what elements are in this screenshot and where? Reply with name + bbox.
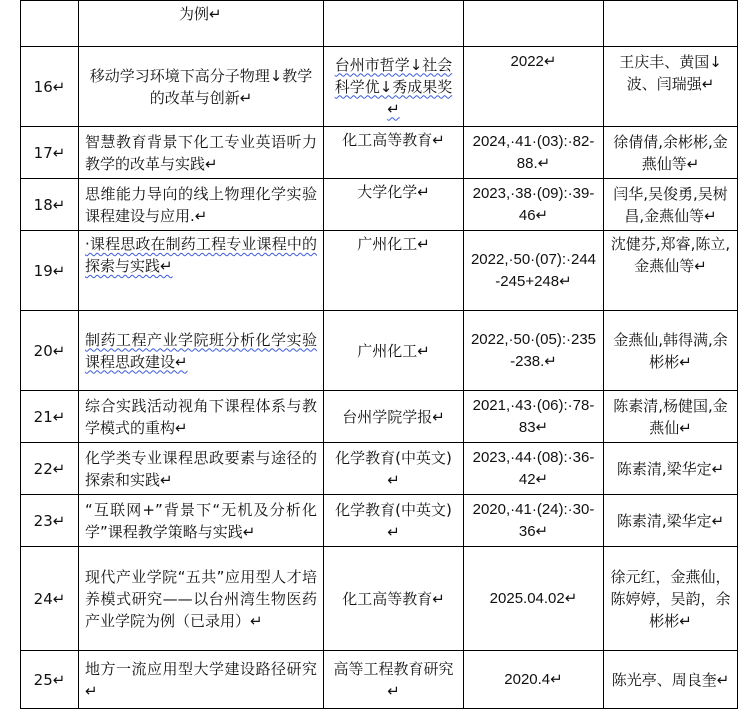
authors: 陈素清,杨健国,金燕仙↵ <box>604 391 738 443</box>
table-row <box>21 311 738 391</box>
journal-name <box>324 1 464 47</box>
paper-title-text: ·课程思政在制药工程专业课程中的探索与实践↵ <box>85 235 317 275</box>
row-number: 25↵ <box>21 651 79 709</box>
row-number: 16↵ <box>21 47 79 127</box>
authors: 陈素清,梁华定↵ <box>604 443 738 495</box>
issue-info: 2024,·41·(03):·82-88.↵ <box>464 127 604 179</box>
paper-title <box>79 311 324 391</box>
issue-info: 2022,·50·(07):·244-245+248↵ <box>464 231 604 311</box>
issue-info <box>464 1 604 47</box>
paper-title: 为例↵ <box>79 1 324 47</box>
table-row <box>21 127 738 179</box>
row-number <box>21 1 79 47</box>
authors: 沈健芬,郑睿,陈立,金燕仙等↵ <box>604 231 738 311</box>
issue-info: 2022,·50·(05):·235-238.↵ <box>464 311 604 391</box>
table-row <box>21 495 738 547</box>
issue-info: 2023,·44·(08):·36-42↵ <box>464 443 604 495</box>
row-number: 19↵ <box>21 231 79 311</box>
table-row <box>21 47 738 127</box>
paper-title: “互联网+”背景下“无机及分析化学”课程教学策略与实践↵ <box>79 495 324 547</box>
paper-title-text: 制药工程产业学院班分析化学实验课程思政建设↵ <box>85 330 317 371</box>
journal-name: 化学教育(中英文)↵ <box>324 443 464 495</box>
authors: 陈光亭、周良奎↵ <box>604 651 738 709</box>
paper-title: 移动学习环境下高分子物理↓教学的改革与创新↵ <box>79 47 324 127</box>
authors: 闫华,吴俊勇,吴树昌,金燕仙等↵ <box>604 179 738 231</box>
authors: 陈素清,梁华定↵ <box>604 495 738 547</box>
journal-name: 化工高等教育↵ <box>324 127 464 179</box>
issue-info: 2020,·41·(24):·30-36↵ <box>464 495 604 547</box>
issue-info: 2023,·38·(09):·39-46↵ <box>464 179 604 231</box>
row-number: 23↵ <box>21 495 79 547</box>
journal-name: 广州化工↵ <box>324 311 464 391</box>
table-row <box>21 651 738 709</box>
journal-name: 广州化工↵ <box>324 231 464 311</box>
paper-title: 综合实践活动视角下课程体系与教学模式的重构↵ <box>79 391 324 443</box>
table-row <box>21 179 738 231</box>
paper-title <box>79 231 324 311</box>
authors: 王庆丰、黄国↓波、闫瑞强↵ <box>604 47 738 127</box>
issue-info: 2021,·43·(06):·78-83↵ <box>464 391 604 443</box>
paper-title: 地方一流应用型大学建设路径研究↵ <box>79 651 324 709</box>
journal-name-text: 台州市哲学↓社会科学优↓秀成果奖↵ <box>334 55 453 118</box>
row-number: 20↵ <box>21 311 79 391</box>
table-row <box>21 443 738 495</box>
row-number: 18↵ <box>21 179 79 231</box>
row-number: 21↵ <box>21 391 79 443</box>
table-row <box>21 231 738 311</box>
authors: 徐倩倩,余彬彬,金燕仙等↵ <box>604 127 738 179</box>
journal-name <box>324 47 464 127</box>
issue-info: 2020.4↵ <box>464 651 604 709</box>
row-number: 17↵ <box>21 127 79 179</box>
issue-info: 2025.04.02↵ <box>464 547 604 651</box>
journal-name: 化工高等教育↵ <box>324 547 464 651</box>
table-row <box>21 1 738 47</box>
table-row <box>21 391 738 443</box>
authors: 金燕仙,韩得满,余彬彬↵ <box>604 311 738 391</box>
paper-title: 智慧教育背景下化工专业英语听力教学的改革与实践↵ <box>79 127 324 179</box>
journal-name: 台州学院学报↵ <box>324 391 464 443</box>
authors: 徐元红，金燕仙，陈婷婷，吴韵，余彬彬↵ <box>604 547 738 651</box>
issue-info: 2022↵ <box>464 47 604 127</box>
row-number: 24↵ <box>21 547 79 651</box>
journal-name: 高等工程教育研究↵ <box>324 651 464 709</box>
table-row <box>21 547 738 651</box>
paper-title: 化学类专业课程思政要素与途径的探索和实践↵ <box>79 443 324 495</box>
paper-title: 现代产业学院“五共”应用型人才培养模式研究——以台州湾生物医药产业学院为例（已录用）↵ <box>79 547 324 651</box>
journal-name: 化学教育(中英文)↵ <box>324 495 464 547</box>
row-number: 22↵ <box>21 443 79 495</box>
publications-table <box>20 0 738 709</box>
paper-title: 思维能力导向的线上物理化学实验课程建设与应用.↵ <box>79 179 324 231</box>
authors <box>604 1 738 47</box>
journal-name: 大学化学↵ <box>324 179 464 231</box>
